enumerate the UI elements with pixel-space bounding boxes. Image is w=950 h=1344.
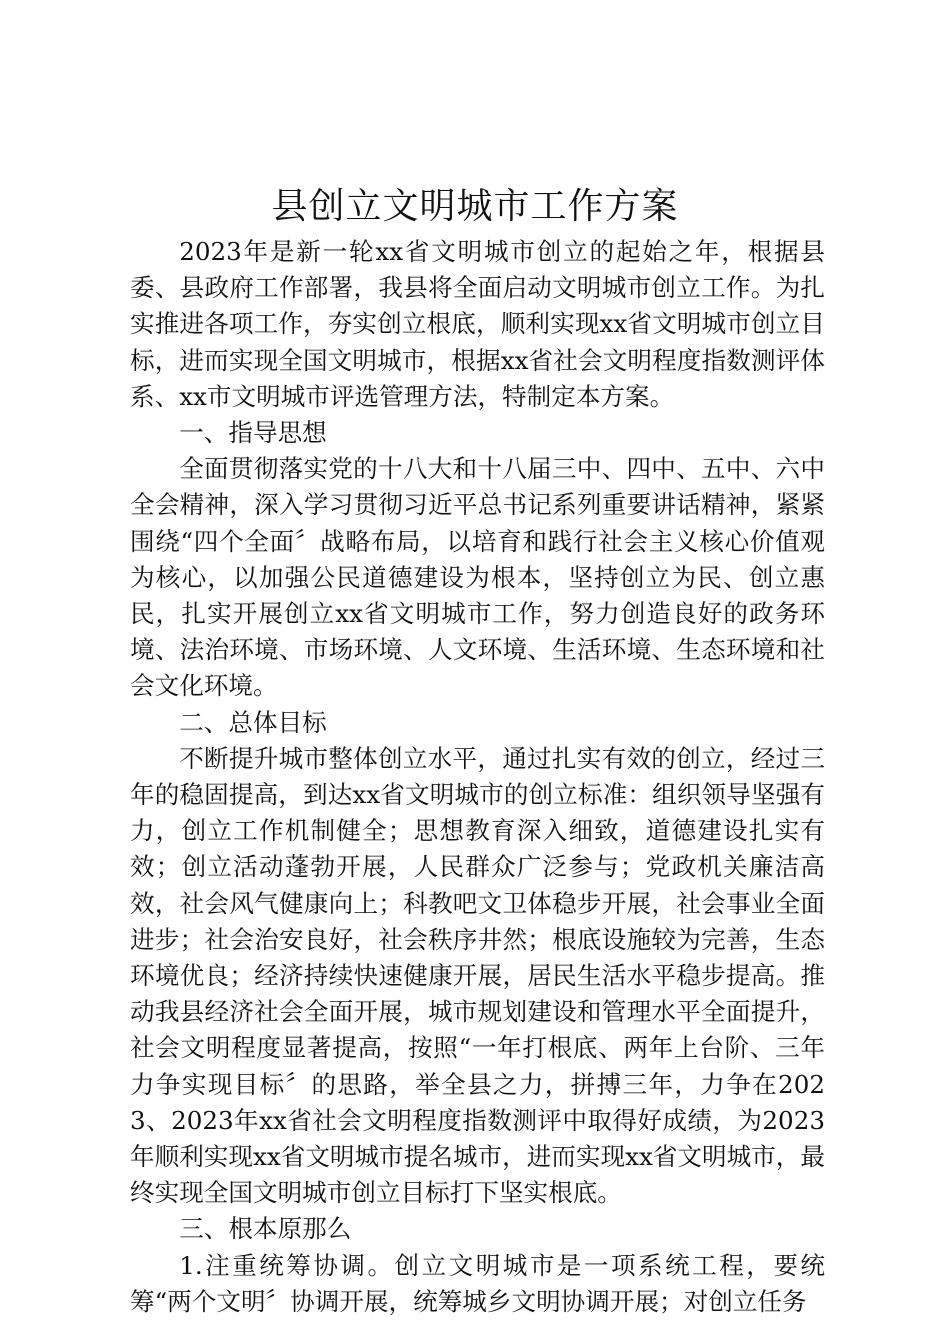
section-heading-overall-goals: 二、总体目标 (179, 707, 327, 737)
document-body (130, 234, 825, 1320)
section-heading-basic-principles: 三、根本原那么 (179, 1214, 352, 1244)
section-heading-guiding-ideology: 一、指导思想 (179, 418, 327, 448)
principle-1-paragraph: 1.注重统筹协调。创立文明城市是一项系统工程，要统筹“两个文明〞协调开展，统筹城乡文明协调开展；对创立任务 (130, 1250, 825, 1316)
intro-paragraph: 2023年是新一轮xx省文明城市创立的起始之年，根据县委、县政府工作部署，我县将全面启动文明城市创立工作。为扎实推进各项工作，夯实创立根底，顺利实现xx省文明城市创立目标，进而实现全国文明城市，根据xx省社会文明程度指数测评体系、xx市文明城市评选管理方法，特制定本方案。 (130, 237, 825, 411)
guiding-ideology-paragraph: 全面贯彻落实党的十八大和十八届三中、四中、五中、六中全会精神，深入学习贯彻习近平总书记系列重要讲话精神，紧紧围绕“四个全面〞战略布局，以培育和践行社会主义核心价值观为核心，以加强公民道德建设为根本，坚持创立为民、创立惠民，扎实开展创立xx省文明城市工作，努力创造良好的政务环境、法治环境、市场环境、人文环境、生活环境、生态环境和社会文化环境。 (130, 454, 825, 701)
document-title: 县创立文明城市工作方案 (271, 186, 679, 227)
overall-goals-paragraph: 不断提升城市整体创立水平，通过扎实有效的创立，经过三年的稳固提高，到达xx省文明城市的创立标准：组织领导坚强有力，创立工作机制健全；思想教育深入细致，道德建设扎实有效；创立活动蓬勃开展，人民群众广泛参与；党政机关廉洁高效，社会风气健康向上；科教吧文卫体稳步开展，社会事业全面进步；社会治安良好，社会秩序井然；根底设施较为完善，生态环境优良；经济持续快速健康开展，居民生活水平稳步提高。推动我县经济社会全面开展，城市规划建设和管理水平全面提升，社会文明程度显著提高，按照“一年打根底、两年上台阶、三年力争实现目标〞的思路，举全县之力，拼搏三年，力争在2023、2023年xx省社会文明程度指数测评中取得好成绩，为2023年顺利实现xx省文明城市提名城市，进而实现xx省文明城市，最终实现全国文明城市创立目标打下坚实根底。 (130, 743, 825, 1208)
